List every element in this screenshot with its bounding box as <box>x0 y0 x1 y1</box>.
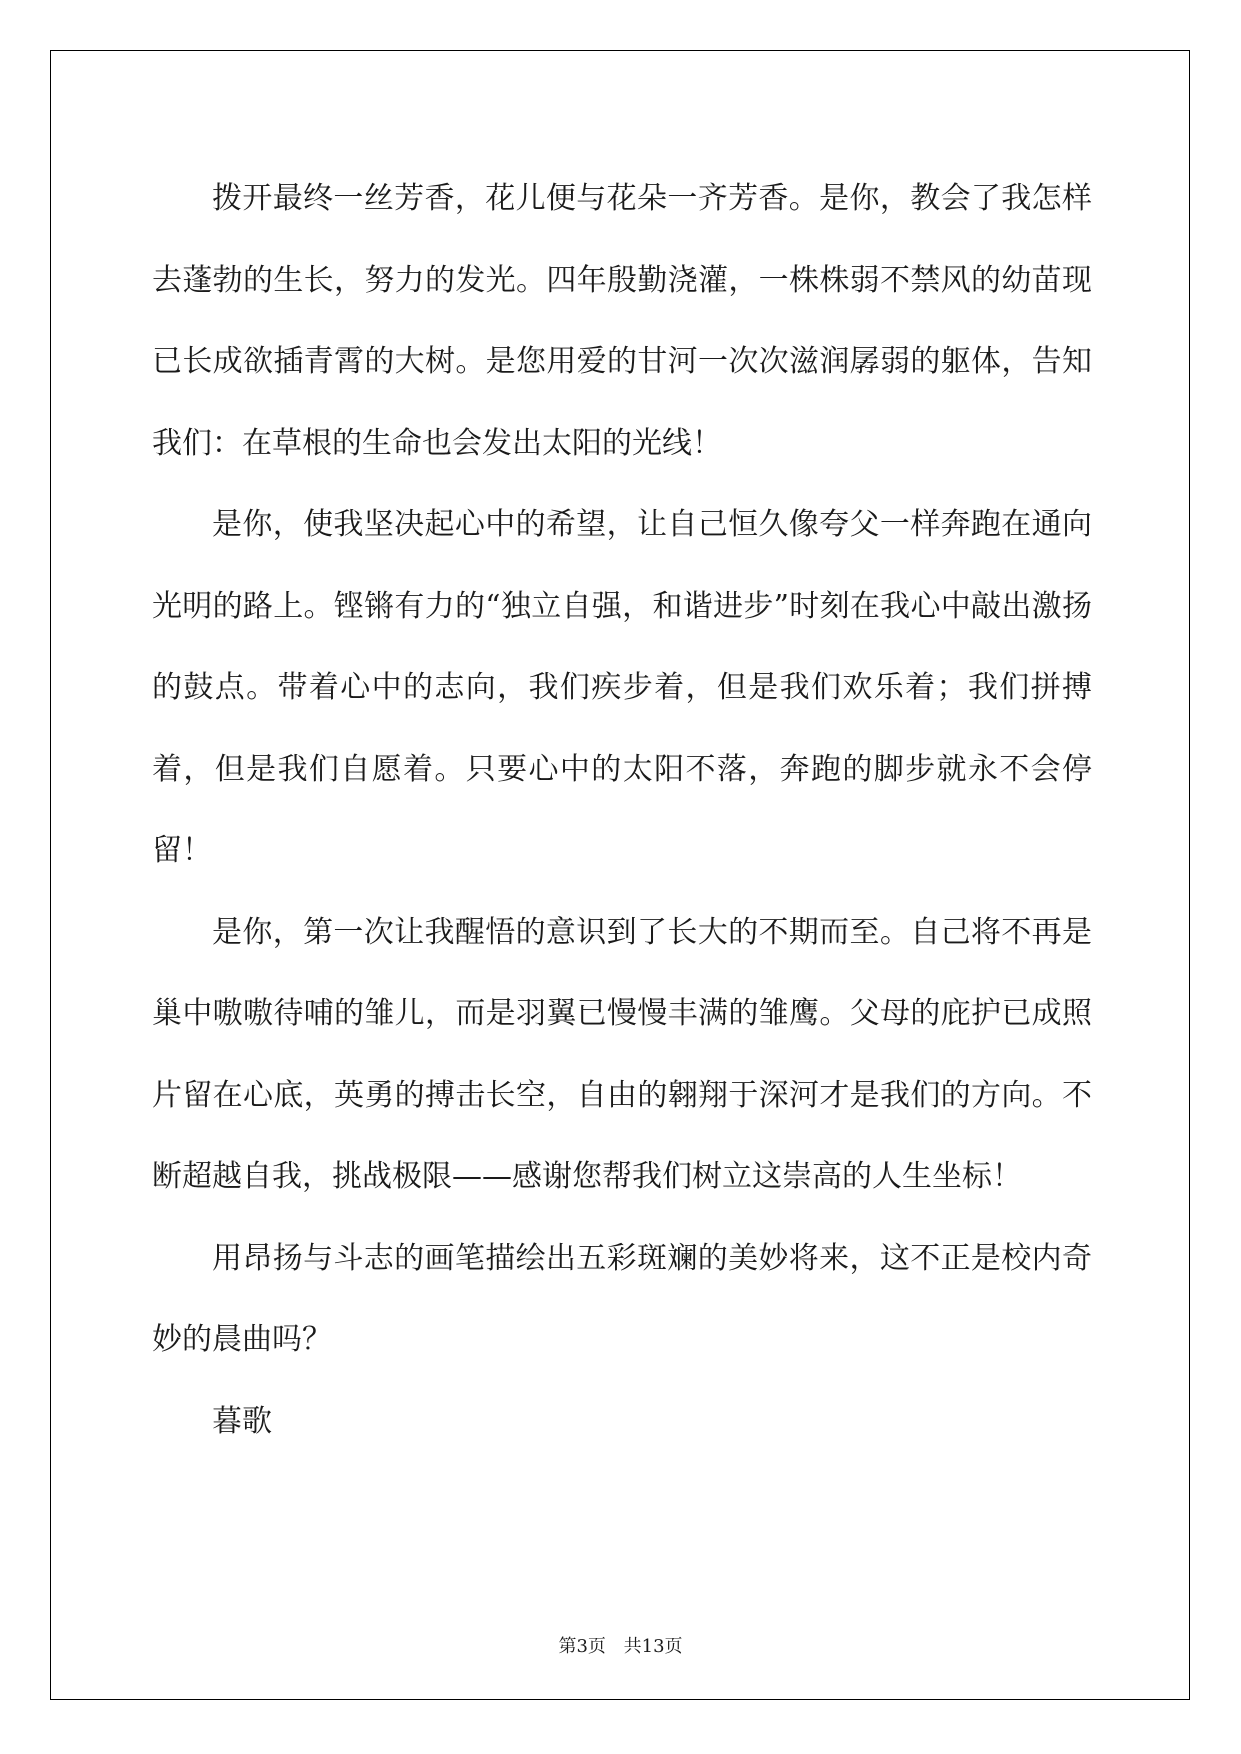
document-body <box>152 158 1092 1462</box>
signature: 暮歌 <box>212 1403 272 1439</box>
paragraph-4: 用昂扬与斗志的画笔描绘出五彩斑斓的美妙将来，这不正是校内奇妙的晨曲吗？ <box>152 1240 1092 1357</box>
page-number: 第3页 <box>558 1636 606 1657</box>
page-footer <box>0 1632 1241 1658</box>
paragraph-2: 是你，使我坚决起心中的希望，让自己恒久像夸父一样奔跑在通向光明的路上。铿锵有力的“独立自强，和谐进步”时刻在我心中敲出激扬的鼓点。带着心中的志向，我们疾步着，但是我们欢乐着；我们拼搏着，但是我们自愿着。只要心中的太阳不落，奔跑的脚步就永不会停留！ <box>152 507 1092 868</box>
paragraph-1: 拨开最终一丝芳香，花儿便与花朵一齐芳香。是你，教会了我怎样去蓬勃的生长，努力的发光。四年殷勤浇灌，一株株弱不禁风的幼苗现已长成欲插青霄的大树。是您用爱的甘河一次次滋润孱弱的躯体，告知我们：在草根的生命也会发出太阳的光线！ <box>152 181 1092 461</box>
page-total: 共13页 <box>623 1636 683 1657</box>
paragraph-3: 是你，第一次让我醒悟的意识到了长大的不期而至。自己将不再是巢中嗷嗷待哺的雏儿，而是羽翼已慢慢丰满的雏鹰。父母的庇护已成照片留在心底，英勇的搏击长空，自由的翱翔于深河才是我们的方向。不断超越自我，挑战极限——感谢您帮我们树立这崇高的人生坐标！ <box>152 914 1092 1194</box>
